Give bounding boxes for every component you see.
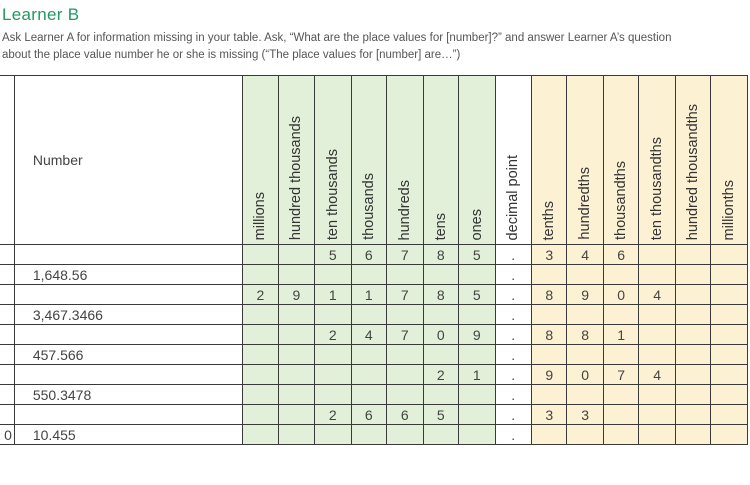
digit-cell-ones: 1 <box>459 365 495 385</box>
digit-cell-hundred-thousands <box>278 245 314 265</box>
table-row <box>0 265 748 285</box>
digit-cell-ones: 9 <box>459 325 495 345</box>
digit-cell-millionths <box>711 325 748 345</box>
digit-cell-ones <box>459 305 495 325</box>
digit-cell-ten-thousands: 5 <box>315 245 351 265</box>
number-cell <box>14 245 242 265</box>
digit-cell-tens <box>423 265 459 285</box>
col-header-label: ten thousands <box>324 148 341 240</box>
col-header-thousandths <box>603 76 639 245</box>
number-cell: 457.566 <box>14 345 242 365</box>
col-header-ones <box>459 76 495 245</box>
digit-cell-thousandths <box>603 265 639 285</box>
number-header: Number <box>14 76 242 245</box>
col-header-label: decimal point <box>505 154 522 240</box>
row-lead-cell <box>0 345 14 365</box>
digit-cell-hundreds <box>387 365 423 385</box>
digit-cell-tenths <box>531 265 567 285</box>
digit-cell-ten-thousands <box>315 365 351 385</box>
lead-header-cell <box>0 76 14 245</box>
digit-cell-thousands <box>351 425 387 445</box>
digit-cell-millions <box>243 265 279 285</box>
digit-cell-ten-thousandths <box>639 385 675 405</box>
digit-cell-ten-thousandths <box>639 325 675 345</box>
number-cell: 10.455 <box>14 425 242 445</box>
digit-cell-thousands <box>351 345 387 365</box>
digit-cell-hundredths <box>567 265 603 285</box>
col-header-label: ten thousandths <box>649 136 666 240</box>
digit-cell-millions <box>243 365 279 385</box>
col-header-label: hundred thousands <box>288 115 305 240</box>
digit-cell-hundreds <box>387 305 423 325</box>
table-row <box>0 285 748 305</box>
digit-cell-ten-thousandths <box>639 245 675 265</box>
digit-cell-hundreds: 7 <box>387 285 423 305</box>
digit-cell-tenths <box>531 345 567 365</box>
digit-cell-ones <box>459 405 495 425</box>
place-value-table <box>0 75 748 445</box>
col-header-label: millionths <box>721 179 738 240</box>
digit-cell-thousands: 4 <box>351 325 387 345</box>
digit-cell-hundredths <box>567 345 603 365</box>
decimal-point-cell: . <box>495 285 531 305</box>
digit-cell-millionths <box>711 345 748 365</box>
digit-cell-ones: 5 <box>459 245 495 265</box>
digit-cell-hundred-thousands <box>278 425 314 445</box>
digit-cell-hundred-thousandths <box>675 345 711 365</box>
col-header-decimal-point <box>495 76 531 245</box>
decimal-point-cell: . <box>495 365 531 385</box>
digit-cell-hundred-thousandths <box>675 305 711 325</box>
digit-cell-ones <box>459 385 495 405</box>
digit-cell-hundred-thousands <box>278 405 314 425</box>
col-header-hundredths <box>567 76 603 245</box>
digit-cell-millions <box>243 385 279 405</box>
col-header-hundred-thousands <box>278 76 314 245</box>
digit-cell-ten-thousandths <box>639 305 675 325</box>
digit-cell-tens <box>423 305 459 325</box>
digit-cell-tens: 8 <box>423 285 459 305</box>
digit-cell-hundred-thousands <box>278 385 314 405</box>
digit-cell-hundreds <box>387 385 423 405</box>
digit-cell-millions <box>243 345 279 365</box>
col-header-label: thousandths <box>613 160 630 240</box>
decimal-point-cell: . <box>495 345 531 365</box>
page-title: Learner B <box>2 5 80 24</box>
digit-cell-tens <box>423 385 459 405</box>
col-header-label: hundred thousandths <box>685 103 702 240</box>
digit-cell-tenths: 3 <box>531 245 567 265</box>
digit-cell-tenths <box>531 305 567 325</box>
number-cell <box>14 365 242 385</box>
row-lead-cell <box>0 365 14 385</box>
col-header-hundred-thousandths <box>675 76 711 245</box>
digit-cell-ten-thousandths: 4 <box>639 365 675 385</box>
decimal-point-cell: . <box>495 425 531 445</box>
digit-cell-hundredths: 0 <box>567 365 603 385</box>
col-header-label: tens <box>432 212 449 240</box>
digit-cell-millions <box>243 305 279 325</box>
digit-cell-ten-thousands: 2 <box>315 325 351 345</box>
digit-cell-ten-thousands: 2 <box>315 405 351 425</box>
col-header-ten-thousandths <box>639 76 675 245</box>
row-lead-cell <box>0 245 14 265</box>
digit-cell-millionths <box>711 305 748 325</box>
decimal-point-cell: . <box>495 405 531 425</box>
digit-cell-thousandths: 7 <box>603 365 639 385</box>
digit-cell-thousands <box>351 265 387 285</box>
digit-cell-hundreds: 6 <box>387 405 423 425</box>
digit-cell-ten-thousands <box>315 305 351 325</box>
digit-cell-millionths <box>711 245 748 265</box>
digit-cell-hundredths: 3 <box>567 405 603 425</box>
digit-cell-thousandths <box>603 405 639 425</box>
number-cell <box>14 405 242 425</box>
digit-cell-tens: 0 <box>423 325 459 345</box>
col-header-label: thousands <box>360 173 377 240</box>
instruction-line-1: Ask Learner A for information missing in your table. Ask, “What are the place values for [number]?” and answer Learner A’s question <box>2 32 672 44</box>
digit-cell-hundredths <box>567 425 603 445</box>
instruction-line-2: about the place value number he or she is missing (“The place values for [number] are…”) <box>2 49 461 61</box>
digit-cell-hundred-thousandths <box>675 425 711 445</box>
digit-cell-millions: 2 <box>243 285 279 305</box>
row-lead-cell <box>0 305 14 325</box>
number-cell: 550.3478 <box>14 385 242 405</box>
digit-cell-thousandths <box>603 345 639 365</box>
digit-cell-hundreds <box>387 425 423 445</box>
digit-cell-thousands: 6 <box>351 245 387 265</box>
table-row <box>0 405 748 425</box>
col-header-millionths <box>711 76 748 245</box>
digit-cell-ones <box>459 345 495 365</box>
col-header-hundreds <box>387 76 423 245</box>
digit-cell-ten-thousandths <box>639 425 675 445</box>
digit-cell-hundreds <box>387 345 423 365</box>
digit-cell-hundredths: 8 <box>567 325 603 345</box>
digit-cell-tenths: 8 <box>531 325 567 345</box>
col-header-label: hundreds <box>396 179 413 240</box>
digit-cell-millions <box>243 325 279 345</box>
digit-cell-tenths: 9 <box>531 365 567 385</box>
table-row <box>0 305 748 325</box>
digit-cell-ten-thousands <box>315 265 351 285</box>
row-lead-cell <box>0 325 14 345</box>
digit-cell-hundreds: 7 <box>387 245 423 265</box>
digit-cell-thousandths: 1 <box>603 325 639 345</box>
digit-cell-tens <box>423 425 459 445</box>
digit-cell-tenths <box>531 385 567 405</box>
decimal-point-cell: . <box>495 385 531 405</box>
digit-cell-tens: 8 <box>423 245 459 265</box>
digit-cell-hundred-thousandths <box>675 265 711 285</box>
table-row <box>0 385 748 405</box>
digit-cell-hundredths: 9 <box>567 285 603 305</box>
col-header-millions <box>243 76 279 245</box>
digit-cell-thousands: 1 <box>351 285 387 305</box>
digit-cell-hundred-thousands <box>278 345 314 365</box>
digit-cell-tens: 5 <box>423 405 459 425</box>
col-header-label: millions <box>252 191 269 240</box>
digit-cell-hundredths: 4 <box>567 245 603 265</box>
digit-cell-millionths <box>711 425 748 445</box>
digit-cell-hundred-thousandths <box>675 365 711 385</box>
decimal-point-cell: . <box>495 325 531 345</box>
digit-cell-ten-thousands <box>315 425 351 445</box>
decimal-point-cell: . <box>495 245 531 265</box>
digit-cell-hundred-thousandths <box>675 325 711 345</box>
digit-cell-hundred-thousandths <box>675 385 711 405</box>
digit-cell-hundredths <box>567 305 603 325</box>
table-row <box>0 245 748 265</box>
col-header-tens <box>423 76 459 245</box>
table-row <box>0 425 748 445</box>
digit-cell-hundred-thousands <box>278 325 314 345</box>
digit-cell-thousandths: 0 <box>603 285 639 305</box>
digit-cell-thousandths: 6 <box>603 245 639 265</box>
table-row <box>0 365 748 385</box>
table-row <box>0 325 748 345</box>
digit-cell-thousands: 6 <box>351 405 387 425</box>
digit-cell-thousands <box>351 365 387 385</box>
digit-cell-millionths <box>711 265 748 285</box>
header-row <box>0 76 748 245</box>
digit-cell-ten-thousands <box>315 345 351 365</box>
digit-cell-hundredths <box>567 385 603 405</box>
digit-cell-millions <box>243 425 279 445</box>
digit-cell-ten-thousands <box>315 385 351 405</box>
digit-cell-ten-thousandths <box>639 405 675 425</box>
digit-cell-ten-thousandths <box>639 345 675 365</box>
row-lead-cell <box>0 385 14 405</box>
digit-cell-thousandths <box>603 305 639 325</box>
decimal-point-cell: . <box>495 265 531 285</box>
digit-cell-hundreds: 7 <box>387 325 423 345</box>
row-lead-cell: 0 <box>0 425 14 445</box>
digit-cell-ones <box>459 425 495 445</box>
digit-cell-hundred-thousandths <box>675 405 711 425</box>
col-header-tenths <box>531 76 567 245</box>
digit-cell-hundred-thousands <box>278 365 314 385</box>
digit-cell-ten-thousandths: 4 <box>639 285 675 305</box>
col-header-label: ones <box>468 208 485 240</box>
number-cell: 3,467.3466 <box>14 305 242 325</box>
digit-cell-millions <box>243 405 279 425</box>
digit-cell-millionths <box>711 405 748 425</box>
digit-cell-hundred-thousandths <box>675 285 711 305</box>
digit-cell-ones: 5 <box>459 285 495 305</box>
digit-cell-millionths <box>711 365 748 385</box>
digit-cell-thousandths <box>603 385 639 405</box>
table-row <box>0 345 748 365</box>
digit-cell-hundred-thousands <box>278 305 314 325</box>
digit-cell-ten-thousands: 1 <box>315 285 351 305</box>
number-cell <box>14 285 242 305</box>
digit-cell-tenths: 8 <box>531 285 567 305</box>
number-cell <box>14 325 242 345</box>
digit-cell-millionths <box>711 285 748 305</box>
digit-cell-thousands <box>351 385 387 405</box>
number-cell: 1,648.56 <box>14 265 242 285</box>
decimal-point-cell: . <box>495 305 531 325</box>
digit-cell-millions <box>243 245 279 265</box>
digit-cell-millionths <box>711 385 748 405</box>
col-header-label: hundredths <box>577 167 594 240</box>
row-lead-cell <box>0 265 14 285</box>
col-header-ten-thousands <box>315 76 351 245</box>
col-header-thousands <box>351 76 387 245</box>
digit-cell-hundred-thousands: 9 <box>278 285 314 305</box>
digit-cell-tenths <box>531 425 567 445</box>
digit-cell-thousandths <box>603 425 639 445</box>
col-header-label: tenths <box>541 200 558 240</box>
digit-cell-hundred-thousandths <box>675 245 711 265</box>
digit-cell-ones <box>459 265 495 285</box>
row-lead-cell <box>0 405 14 425</box>
digit-cell-thousands <box>351 305 387 325</box>
digit-cell-ten-thousandths <box>639 265 675 285</box>
digit-cell-hundred-thousands <box>278 265 314 285</box>
row-lead-cell <box>0 285 14 305</box>
digit-cell-hundreds <box>387 265 423 285</box>
digit-cell-tenths: 3 <box>531 405 567 425</box>
digit-cell-tens: 2 <box>423 365 459 385</box>
digit-cell-tens <box>423 345 459 365</box>
